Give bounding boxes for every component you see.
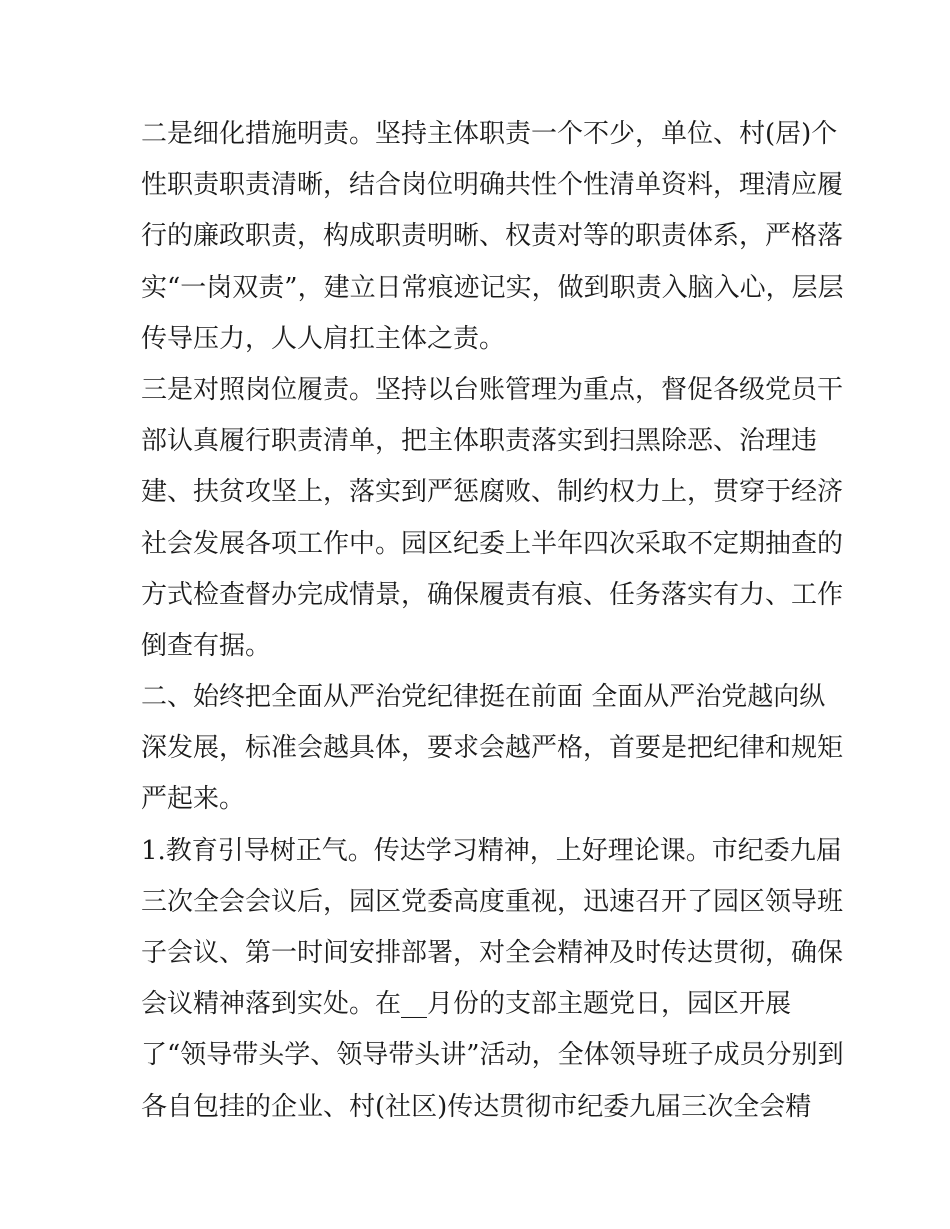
text-line: 严起来。 xyxy=(141,784,246,815)
text-line: 方式检查督办完成情景，确保履责有痕、任务落实有力、工作 xyxy=(141,579,844,610)
text-line: 二是细化措施明责。坚持主体职责一个不少，单位、村(居)个 xyxy=(141,119,838,149)
text-line: 三次全会会议后，园区党委高度重视，迅速召开了园区领导班 xyxy=(141,886,844,917)
text-line: 各自包挂的企业、村(社区)传达贯彻市纪委九届三次全会精 xyxy=(141,1091,812,1122)
text-line: 三是对照岗位履责。坚持以台账管理为重点，督促各级党员干 xyxy=(141,374,844,405)
text-line: 深发展，标准会越具体，要求会越严格，首要是把纪律和规矩 xyxy=(141,733,844,764)
text-line: 行的廉政职责，构成职责明晰、权责对等的职责体系，严格落 xyxy=(141,221,844,252)
text-line: 部认真履行职责清单，把主体职责落实到扫黑除恶、治理违 xyxy=(141,426,818,457)
text-line: 了“领导带头学、领导带头讲”活动，全体领导班子成员分别到 xyxy=(141,1040,844,1071)
text-line: 性职责职责清晰，结合岗位明确共性个性清单资料，理清应履 xyxy=(141,170,844,201)
text-line: 倒查有据。 xyxy=(141,630,272,661)
text-line: 实“一岗双责”，建立日常痕迹记实，做到职责入脑入心，层层 xyxy=(141,272,844,303)
text-line: 建、扶贫攻坚上，落实到严惩腐败、制约权力上，贯穿于经济 xyxy=(141,477,844,508)
text-line: 二、始终把全面从严治党纪律挺在前面 全面从严治党越向纵 xyxy=(141,682,826,713)
text-line: 社会发展各项工作中。园区纪委上半年四次采取不定期抽查的 xyxy=(141,528,844,559)
text-line: 会议精神落到实处。在__月份的支部主题党日，园区开展 xyxy=(141,989,792,1020)
text-line: 子会议、第一时间安排部署，对全会精神及时传达贯彻，确保 xyxy=(141,938,844,968)
document-body xyxy=(141,109,844,1133)
text-line: 1.教育引导树正气。传达学习精神，上好理论课。市纪委九届 xyxy=(141,835,842,866)
text-line: 传导压力，人人肩扛主体之责。 xyxy=(141,323,506,354)
